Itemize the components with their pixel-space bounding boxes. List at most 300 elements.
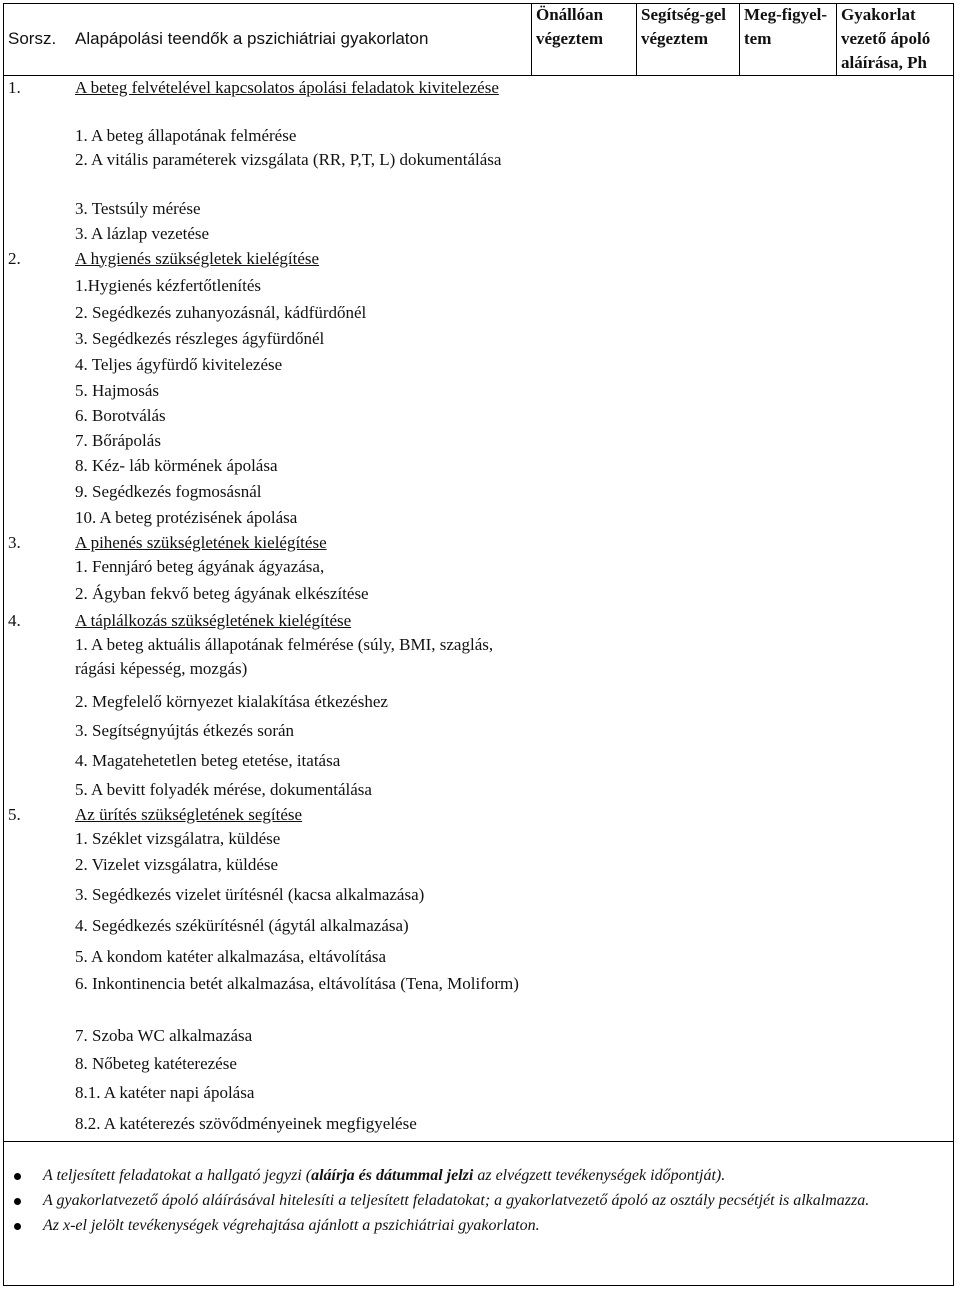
- done-independently-cell[interactable]: [532, 148, 637, 196]
- header-task-title: Alapápolási teendők a pszichiátriai gyakorlaton: [75, 3, 532, 76]
- task-item-label: 7. Bőrápolás: [75, 430, 161, 450]
- done-with-help-cell[interactable]: [637, 123, 740, 148]
- done-independently-cell[interactable]: [532, 803, 637, 827]
- row-serial-number: [3, 879, 75, 911]
- table-row: [3, 972, 954, 1022]
- note-1-start: A teljesített feladatokat a hallgató jegyzi (: [43, 1167, 312, 1184]
- instruction-note-1: [3, 1164, 954, 1187]
- observed-cell[interactable]: [740, 1077, 837, 1108]
- done-independently-cell[interactable]: [532, 715, 637, 746]
- table-row: [3, 196, 954, 221]
- table-row: [3, 1022, 954, 1050]
- done-with-help-cell[interactable]: [637, 76, 740, 123]
- task-cell: [75, 1022, 532, 1050]
- observed-cell[interactable]: [740, 803, 837, 827]
- done-with-help-cell[interactable]: [637, 404, 740, 428]
- task-item-label: 5. A kondom katéter alkalmazása, eltávolítása: [75, 946, 387, 966]
- table-row: [3, 608, 954, 633]
- task-item-label: 9. Segédkezés fogmosásnál: [75, 481, 262, 501]
- table-row: [3, 715, 954, 746]
- observed-cell[interactable]: [740, 352, 837, 378]
- supervisor-signature-cell[interactable]: [837, 827, 955, 851]
- table-row: [3, 221, 954, 246]
- row-serial-number: [3, 326, 75, 352]
- row-serial-number: [3, 221, 75, 246]
- done-independently-cell[interactable]: [532, 479, 637, 505]
- supervisor-signature-cell[interactable]: [837, 404, 955, 428]
- task-item-label: 1.Hygienés kézfertőtlenítés: [75, 275, 261, 295]
- done-with-help-cell[interactable]: [637, 505, 740, 531]
- done-with-help-cell[interactable]: [637, 746, 740, 776]
- observed-cell[interactable]: [740, 123, 837, 148]
- supervisor-signature-cell[interactable]: [837, 803, 955, 827]
- row-serial-number: [3, 453, 75, 479]
- done-with-help-cell[interactable]: [637, 326, 740, 352]
- supervisor-signature-cell[interactable]: [837, 428, 955, 453]
- table-row: [3, 378, 954, 404]
- task-cell: [75, 479, 532, 505]
- done-with-help-cell[interactable]: [637, 148, 740, 196]
- bullet-icon: [14, 1198, 21, 1205]
- table-row: [3, 1077, 954, 1108]
- done-independently-cell[interactable]: [532, 378, 637, 404]
- done-independently-cell[interactable]: [532, 746, 637, 776]
- done-independently-cell[interactable]: [532, 1077, 637, 1108]
- done-independently-cell[interactable]: [532, 246, 637, 271]
- task-cell: [75, 505, 532, 531]
- instructions-footer: [3, 1141, 954, 1239]
- table-row: [3, 911, 954, 941]
- done-independently-cell[interactable]: [532, 453, 637, 479]
- done-with-help-cell[interactable]: [637, 633, 740, 688]
- done-independently-cell[interactable]: [532, 851, 637, 879]
- row-serial-number: [3, 851, 75, 879]
- task-item-label: 4. Magatehetetlen beteg etetése, itatása: [75, 750, 341, 770]
- done-independently-cell[interactable]: [532, 972, 637, 1022]
- row-serial-number: [3, 633, 75, 688]
- done-independently-cell[interactable]: [532, 555, 637, 579]
- row-serial-number: [3, 404, 75, 428]
- observed-cell[interactable]: [740, 879, 837, 911]
- table-row: [3, 688, 954, 715]
- done-independently-cell[interactable]: [532, 1108, 637, 1139]
- supervisor-signature-cell[interactable]: [837, 776, 955, 803]
- table-row: [3, 803, 954, 827]
- observed-cell[interactable]: [740, 776, 837, 803]
- done-with-help-cell[interactable]: [637, 941, 740, 972]
- done-independently-cell[interactable]: [532, 827, 637, 851]
- task-item-label: 6. Borotválás: [75, 405, 166, 425]
- done-independently-cell[interactable]: [532, 76, 637, 123]
- done-with-help-cell[interactable]: [637, 196, 740, 221]
- task-item-label: 2. Vizelet vizsgálatra, küldése: [75, 854, 279, 874]
- note-1-end: az elvégzett tevékenységek időpontját).: [473, 1167, 726, 1184]
- task-item-label: 3. Segédkezés vizelet ürítésnél (kacsa alkalmazása): [75, 884, 425, 904]
- observed-cell[interactable]: [740, 1108, 837, 1139]
- table-row: [3, 271, 954, 300]
- done-with-help-cell[interactable]: [637, 221, 740, 246]
- task-item-label: 3. Segédkezés részleges ágyfürdőnél: [75, 328, 325, 348]
- task-item-label: 5. A bevitt folyadék mérése, dokumentálása: [75, 779, 372, 799]
- row-serial-number: [3, 911, 75, 941]
- observed-cell[interactable]: [740, 196, 837, 221]
- done-with-help-cell[interactable]: [637, 555, 740, 579]
- task-cell: [75, 378, 532, 404]
- observed-cell[interactable]: [740, 579, 837, 608]
- note-3-text: Az x-el jelölt tevékenységek végrehajtása ajánlott a pszichiátriai gyakorlaton.: [43, 1217, 540, 1234]
- done-independently-cell[interactable]: [532, 579, 637, 608]
- observed-cell[interactable]: [740, 300, 837, 326]
- task-section-heading: Az ürítés szükségletének segítése: [75, 804, 303, 824]
- supervisor-signature-cell[interactable]: [837, 1108, 955, 1139]
- task-cell: [75, 1050, 532, 1077]
- task-cell: [75, 776, 532, 803]
- observed-cell[interactable]: [740, 1050, 837, 1077]
- done-with-help-cell[interactable]: [637, 688, 740, 715]
- observed-cell[interactable]: [740, 246, 837, 271]
- done-with-help-cell[interactable]: [637, 352, 740, 378]
- row-serial-number: [3, 271, 75, 300]
- supervisor-signature-cell[interactable]: [837, 579, 955, 608]
- task-item-label: 6. Inkontinencia betét alkalmazása, eltávolítása (Tena, Moliform): [75, 973, 519, 993]
- task-table: [3, 3, 954, 1139]
- done-independently-cell[interactable]: [532, 776, 637, 803]
- table-row: [3, 505, 954, 531]
- done-with-help-cell[interactable]: [637, 531, 740, 555]
- done-independently-cell[interactable]: [532, 221, 637, 246]
- task-item-label: 3. Segítségnyújtás étkezés során: [75, 720, 295, 740]
- done-with-help-cell[interactable]: [637, 300, 740, 326]
- supervisor-signature-cell[interactable]: [837, 196, 955, 221]
- observed-cell[interactable]: [740, 972, 837, 1022]
- table-row: [3, 941, 954, 972]
- row-serial-number: [3, 1050, 75, 1077]
- done-independently-cell[interactable]: [532, 1050, 637, 1077]
- done-independently-cell[interactable]: [532, 300, 637, 326]
- done-with-help-cell[interactable]: [637, 776, 740, 803]
- supervisor-signature-cell[interactable]: [837, 505, 955, 531]
- done-independently-cell[interactable]: [532, 941, 637, 972]
- header-serial-number: Sorsz.: [3, 3, 75, 76]
- observed-cell[interactable]: [740, 428, 837, 453]
- done-with-help-cell[interactable]: [637, 271, 740, 300]
- task-cell: [75, 453, 532, 479]
- note-1-emphasis: aláírja és dátummal jelzi: [311, 1167, 474, 1184]
- task-item-label: 2. Ágyban fekvő beteg ágyának elkészítése: [75, 583, 369, 603]
- task-section-heading: A hygienés szükségletek kielégítése: [75, 248, 320, 268]
- task-item-label: 1. A beteg aktuális állapotának felmérése (súly, BMI, szaglás, rágási képesség, mozgás): [75, 634, 494, 678]
- supervisor-signature-cell[interactable]: [837, 300, 955, 326]
- row-serial-number: [3, 428, 75, 453]
- task-section-heading: A táplálkozás szükségletének kielégítése: [75, 610, 352, 630]
- observed-cell[interactable]: [740, 746, 837, 776]
- header-observed: Meg-figyel-tem: [740, 3, 837, 76]
- supervisor-signature-cell[interactable]: [837, 378, 955, 404]
- supervisor-signature-cell[interactable]: [837, 453, 955, 479]
- done-with-help-cell[interactable]: [637, 911, 740, 941]
- row-serial-number: [3, 1022, 75, 1050]
- done-with-help-cell[interactable]: [637, 479, 740, 505]
- row-serial-number: 5.: [8, 804, 21, 824]
- task-item-label: 8.1. A katéter napi ápolása: [75, 1082, 255, 1102]
- task-item-label: 8.2. A katéterezés szövődményeinek megfigyelése: [75, 1113, 417, 1133]
- header-supervisor-signature: Gyakorlat vezető ápoló aláírása, Ph: [837, 3, 955, 76]
- table-row: [3, 300, 954, 326]
- task-cell: [75, 196, 532, 221]
- done-independently-cell[interactable]: [532, 911, 637, 941]
- done-with-help-cell[interactable]: [637, 453, 740, 479]
- task-item-label: 7. Szoba WC alkalmazása: [75, 1025, 253, 1045]
- done-with-help-cell[interactable]: [637, 1050, 740, 1077]
- done-with-help-cell[interactable]: [637, 972, 740, 1022]
- table-row: [3, 746, 954, 776]
- row-serial-number: [3, 505, 75, 531]
- row-serial-number: [3, 579, 75, 608]
- done-independently-cell[interactable]: [532, 271, 637, 300]
- table-header-row: [3, 3, 954, 76]
- supervisor-signature-cell[interactable]: [837, 148, 955, 196]
- task-cell: [75, 803, 532, 827]
- done-with-help-cell[interactable]: [637, 428, 740, 453]
- observed-cell[interactable]: [740, 76, 837, 123]
- row-serial-number: 2.: [8, 248, 21, 268]
- supervisor-signature-cell[interactable]: [837, 1022, 955, 1050]
- row-serial-number: [3, 479, 75, 505]
- task-cell: [75, 633, 532, 688]
- supervisor-signature-cell[interactable]: [837, 715, 955, 746]
- supervisor-signature-cell[interactable]: [837, 555, 955, 579]
- done-with-help-cell[interactable]: [637, 579, 740, 608]
- done-independently-cell[interactable]: [532, 633, 637, 688]
- row-serial-number: [3, 688, 75, 715]
- done-with-help-cell[interactable]: [637, 803, 740, 827]
- row-serial-number: [3, 196, 75, 221]
- observed-cell[interactable]: [740, 404, 837, 428]
- table-row: [3, 352, 954, 378]
- supervisor-signature-cell[interactable]: [837, 688, 955, 715]
- supervisor-signature-cell[interactable]: [837, 1077, 955, 1108]
- supervisor-signature-cell[interactable]: [837, 879, 955, 911]
- row-serial-number: [3, 827, 75, 851]
- table-row: [3, 1050, 954, 1077]
- supervisor-signature-cell[interactable]: [837, 746, 955, 776]
- table-row: [3, 633, 954, 688]
- supervisor-signature-cell[interactable]: [837, 531, 955, 555]
- supervisor-signature-cell[interactable]: [837, 246, 955, 271]
- observed-cell[interactable]: [740, 827, 837, 851]
- row-serial-number: 1.: [8, 78, 21, 97]
- task-item-label: 2. A vitális paraméterek vizsgálata (RR, P,T, L) dokumentálása: [75, 149, 502, 169]
- observed-cell[interactable]: [740, 221, 837, 246]
- task-cell: [75, 221, 532, 246]
- task-item-label: 3. Testsúly mérése: [75, 198, 201, 218]
- task-item-label: 10. A beteg protézisének ápolása: [75, 507, 298, 527]
- supervisor-signature-cell[interactable]: [837, 972, 955, 1022]
- task-cell: [75, 123, 532, 148]
- table-row: [3, 404, 954, 428]
- done-independently-cell[interactable]: [532, 608, 637, 633]
- supervisor-signature-cell[interactable]: [837, 221, 955, 246]
- task-cell: [75, 746, 532, 776]
- row-serial-number: [3, 555, 75, 579]
- instruction-note-3: [3, 1214, 954, 1237]
- task-cell: [75, 76, 532, 123]
- done-with-help-cell[interactable]: [637, 879, 740, 911]
- supervisor-signature-cell[interactable]: [837, 352, 955, 378]
- supervisor-signature-cell[interactable]: [837, 1050, 955, 1077]
- observed-cell[interactable]: [740, 1022, 837, 1050]
- supervisor-signature-cell[interactable]: [837, 479, 955, 505]
- row-serial-number: [3, 300, 75, 326]
- table-row: [3, 428, 954, 453]
- observed-cell[interactable]: [740, 911, 837, 941]
- supervisor-signature-cell[interactable]: [837, 941, 955, 972]
- supervisor-signature-cell[interactable]: [837, 911, 955, 941]
- table-row: [3, 776, 954, 803]
- done-independently-cell[interactable]: [532, 404, 637, 428]
- table-row: [3, 827, 954, 851]
- row-serial-number: [3, 972, 75, 1022]
- observed-cell[interactable]: [740, 608, 837, 633]
- done-independently-cell[interactable]: [532, 688, 637, 715]
- task-cell: [75, 941, 532, 972]
- table-row: [3, 479, 954, 505]
- task-cell: [75, 688, 532, 715]
- task-item-label: 2. Segédkezés zuhanyozásnál, kádfürdőnél: [75, 302, 367, 322]
- table-row: [3, 1108, 954, 1139]
- task-item-label: 5. Hajmosás: [75, 380, 160, 400]
- done-with-help-cell[interactable]: [637, 246, 740, 271]
- task-cell: [75, 1108, 532, 1139]
- task-cell: [75, 715, 532, 746]
- done-with-help-cell[interactable]: [637, 608, 740, 633]
- supervisor-signature-cell[interactable]: [837, 271, 955, 300]
- observed-cell[interactable]: [740, 453, 837, 479]
- task-item-label: 1. Fennjáró beteg ágyának ágyazása,: [75, 556, 325, 576]
- row-serial-number: [3, 378, 75, 404]
- done-independently-cell[interactable]: [532, 428, 637, 453]
- done-independently-cell[interactable]: [532, 531, 637, 555]
- row-serial-number: [3, 148, 75, 196]
- instruction-note-2: [3, 1189, 954, 1212]
- row-serial-number: [3, 715, 75, 746]
- task-cell: [75, 404, 532, 428]
- task-item-label: 4. Teljes ágyfürdő kivitelezése: [75, 354, 283, 374]
- row-serial-number: [3, 776, 75, 803]
- observed-cell[interactable]: [740, 326, 837, 352]
- task-item-label: 2. Megfelelő környezet kialakítása étkezéshez: [75, 691, 388, 711]
- done-with-help-cell[interactable]: [637, 1077, 740, 1108]
- done-independently-cell[interactable]: [532, 352, 637, 378]
- done-independently-cell[interactable]: [532, 123, 637, 148]
- done-independently-cell[interactable]: [532, 196, 637, 221]
- done-with-help-cell[interactable]: [637, 715, 740, 746]
- done-with-help-cell[interactable]: [637, 851, 740, 879]
- done-with-help-cell[interactable]: [637, 378, 740, 404]
- observed-cell[interactable]: [740, 851, 837, 879]
- done-with-help-cell[interactable]: [637, 827, 740, 851]
- table-row: [3, 123, 954, 148]
- task-item-label: 8. Kéz- láb körmének ápolása: [75, 455, 278, 475]
- task-cell: [75, 608, 532, 633]
- bullet-icon: [14, 1223, 21, 1230]
- row-serial-number: 4.: [8, 610, 21, 630]
- done-with-help-cell[interactable]: [637, 1108, 740, 1139]
- task-cell: [75, 579, 532, 608]
- header-done-independently: Önállóan végeztem: [532, 3, 637, 76]
- table-row: [3, 879, 954, 911]
- observed-cell[interactable]: [740, 271, 837, 300]
- row-serial-number: 3.: [8, 532, 21, 552]
- supervisor-signature-cell[interactable]: [837, 851, 955, 879]
- task-item-label: 1. Széklet vizsgálatra, küldése: [75, 828, 281, 848]
- row-serial-number: [3, 352, 75, 378]
- task-section-heading: A beteg felvételével kapcsolatos ápolási feladatok kivitelezése: [75, 78, 499, 97]
- table-row: [3, 453, 954, 479]
- task-cell: [75, 326, 532, 352]
- task-cell: [75, 827, 532, 851]
- task-item-label: 3. A lázlap vezetése: [75, 223, 210, 243]
- observed-cell[interactable]: [740, 633, 837, 688]
- table-row: [3, 148, 954, 196]
- supervisor-signature-cell[interactable]: [837, 326, 955, 352]
- task-cell: [75, 879, 532, 911]
- done-independently-cell[interactable]: [532, 879, 637, 911]
- note-2-text: A gyakorlatvezető ápoló aláírásával hitelesíti a teljesített feladatokat; a gyakorlatvezető ápoló az osztály pecsétjét is alkalmazza.: [43, 1192, 870, 1209]
- done-independently-cell[interactable]: [532, 326, 637, 352]
- task-cell: [75, 972, 532, 1022]
- table-row: [3, 531, 954, 555]
- supervisor-signature-cell[interactable]: [837, 76, 955, 123]
- row-serial-number: [3, 1077, 75, 1108]
- observed-cell[interactable]: [740, 479, 837, 505]
- supervisor-signature-cell[interactable]: [837, 608, 955, 633]
- task-cell: [75, 851, 532, 879]
- row-serial-number: [3, 123, 75, 148]
- task-item-label: 4. Segédkezés székürítésnél (ágytál alkalmazása): [75, 915, 409, 935]
- task-cell: [75, 300, 532, 326]
- task-item-label: 8. Nőbeteg katéterezése: [75, 1053, 237, 1073]
- done-independently-cell[interactable]: [532, 1022, 637, 1050]
- observed-cell[interactable]: [740, 148, 837, 196]
- task-cell: [75, 1077, 532, 1108]
- table-row: [3, 76, 954, 123]
- task-cell: [75, 352, 532, 378]
- done-with-help-cell[interactable]: [637, 1022, 740, 1050]
- done-independently-cell[interactable]: [532, 505, 637, 531]
- table-row: [3, 246, 954, 271]
- observed-cell[interactable]: [740, 555, 837, 579]
- row-serial-number: [3, 941, 75, 972]
- task-cell: [75, 428, 532, 453]
- table-row: [3, 555, 954, 579]
- task-cell: [75, 271, 532, 300]
- task-section-heading: A pihenés szükségletének kielégítése: [75, 532, 327, 552]
- supervisor-signature-cell[interactable]: [837, 633, 955, 688]
- task-cell: [75, 246, 532, 271]
- observed-cell[interactable]: [740, 941, 837, 972]
- observed-cell[interactable]: [740, 715, 837, 746]
- task-cell: [75, 531, 532, 555]
- supervisor-signature-cell[interactable]: [837, 123, 955, 148]
- observed-cell[interactable]: [740, 378, 837, 404]
- table-row: [3, 851, 954, 879]
- observed-cell[interactable]: [740, 531, 837, 555]
- task-cell: [75, 555, 532, 579]
- task-cell: [75, 148, 532, 196]
- observed-cell[interactable]: [740, 505, 837, 531]
- observed-cell[interactable]: [740, 688, 837, 715]
